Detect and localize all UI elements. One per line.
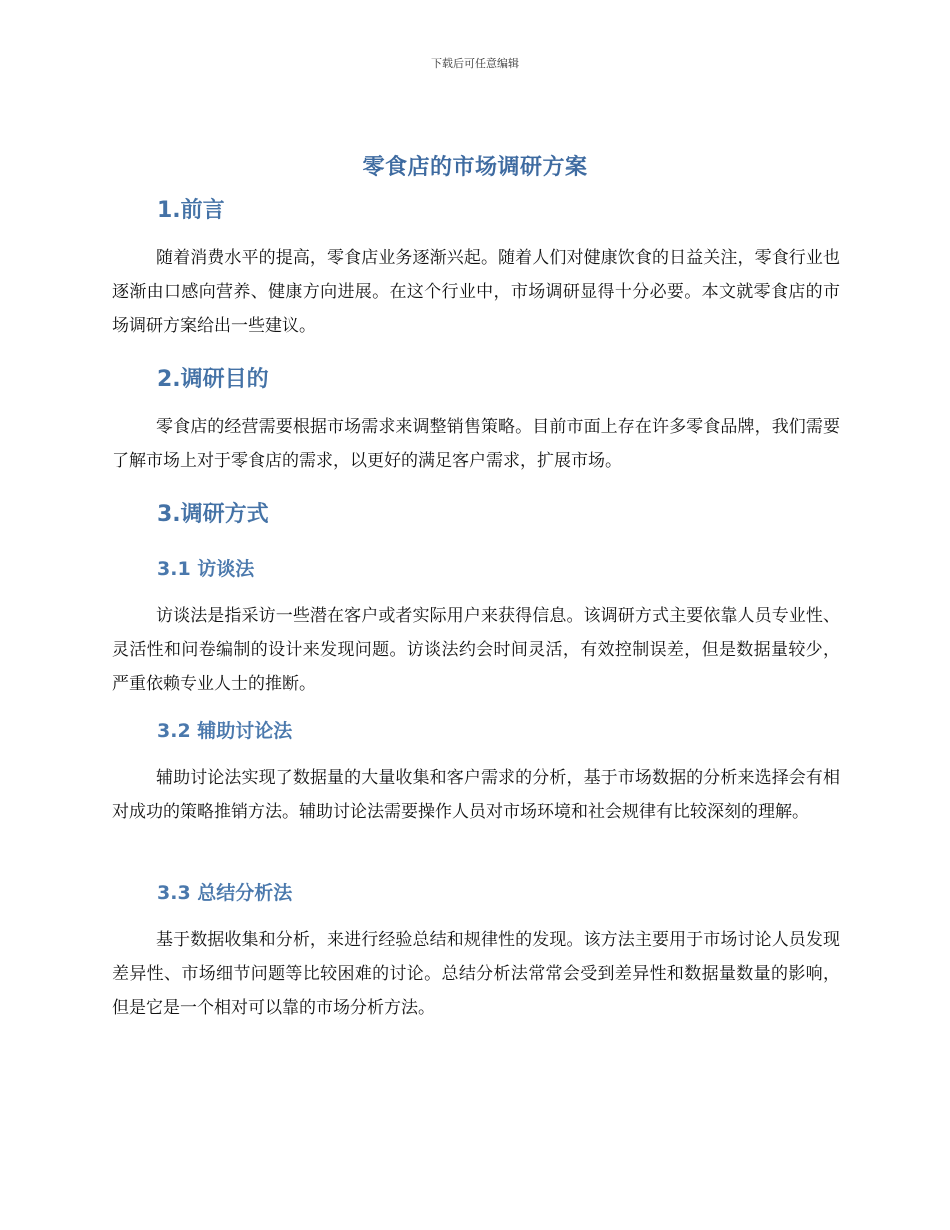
section-paragraph-purpose: 零食店的经营需要根据市场需求来调整销售策略。目前市面上存在许多零食品牌，我们需要了解市场上对于零食店的需求，以更好的满足客户需求，扩展市场。 [112,417,840,471]
subsection-paragraph-summary: 基于数据收集和分析，来进行经验总结和规律性的发现。该方法主要用于市场讨论人员发现差异性、市场细节问题等比较困难的讨论。总结分析法常常会受到差异性和数据量数量的影响，但是它是一个相对可以靠的市场分析方法。 [112,930,840,1018]
section-heading-methods: 3.调研方式 [157,502,269,527]
section-heading-purpose: 2.调研目的 [157,367,269,392]
subsection-heading-summary: 3.3 总结分析法 [157,882,293,904]
subsection-heading-discussion: 3.2 辅助讨论法 [157,720,293,742]
document-title: 零食店的市场调研方案 [362,155,588,180]
header-note: 下载后可任意编辑 [431,57,519,70]
section-paragraph-preface: 随着消费水平的提高，零食店业务逐渐兴起。随着人们对健康饮食的日益关注，零食行业也逐渐由口感向营养、健康方向进展。在这个行业中，市场调研显得十分必要。本文就零食店的市场调研方案给出一些建议。 [112,248,840,336]
subsection-heading-interview: 3.1 访谈法 [157,558,255,580]
section-heading-preface: 1.前言 [157,198,225,223]
subsection-paragraph-discussion: 辅助讨论法实现了数据量的大量收集和客户需求的分析，基于市场数据的分析来选择会有相对成功的策略推销方法。辅助讨论法需要操作人员对市场环境和社会规律有比较深刻的理解。 [112,768,840,822]
subsection-paragraph-interview: 访谈法是指采访一些潜在客户或者实际用户来获得信息。该调研方式主要依靠人员专业性、灵活性和问卷编制的设计来发现问题。访谈法约会时间灵活，有效控制误差，但是数据量较少，严重依赖专业人士的推断。 [112,606,840,694]
